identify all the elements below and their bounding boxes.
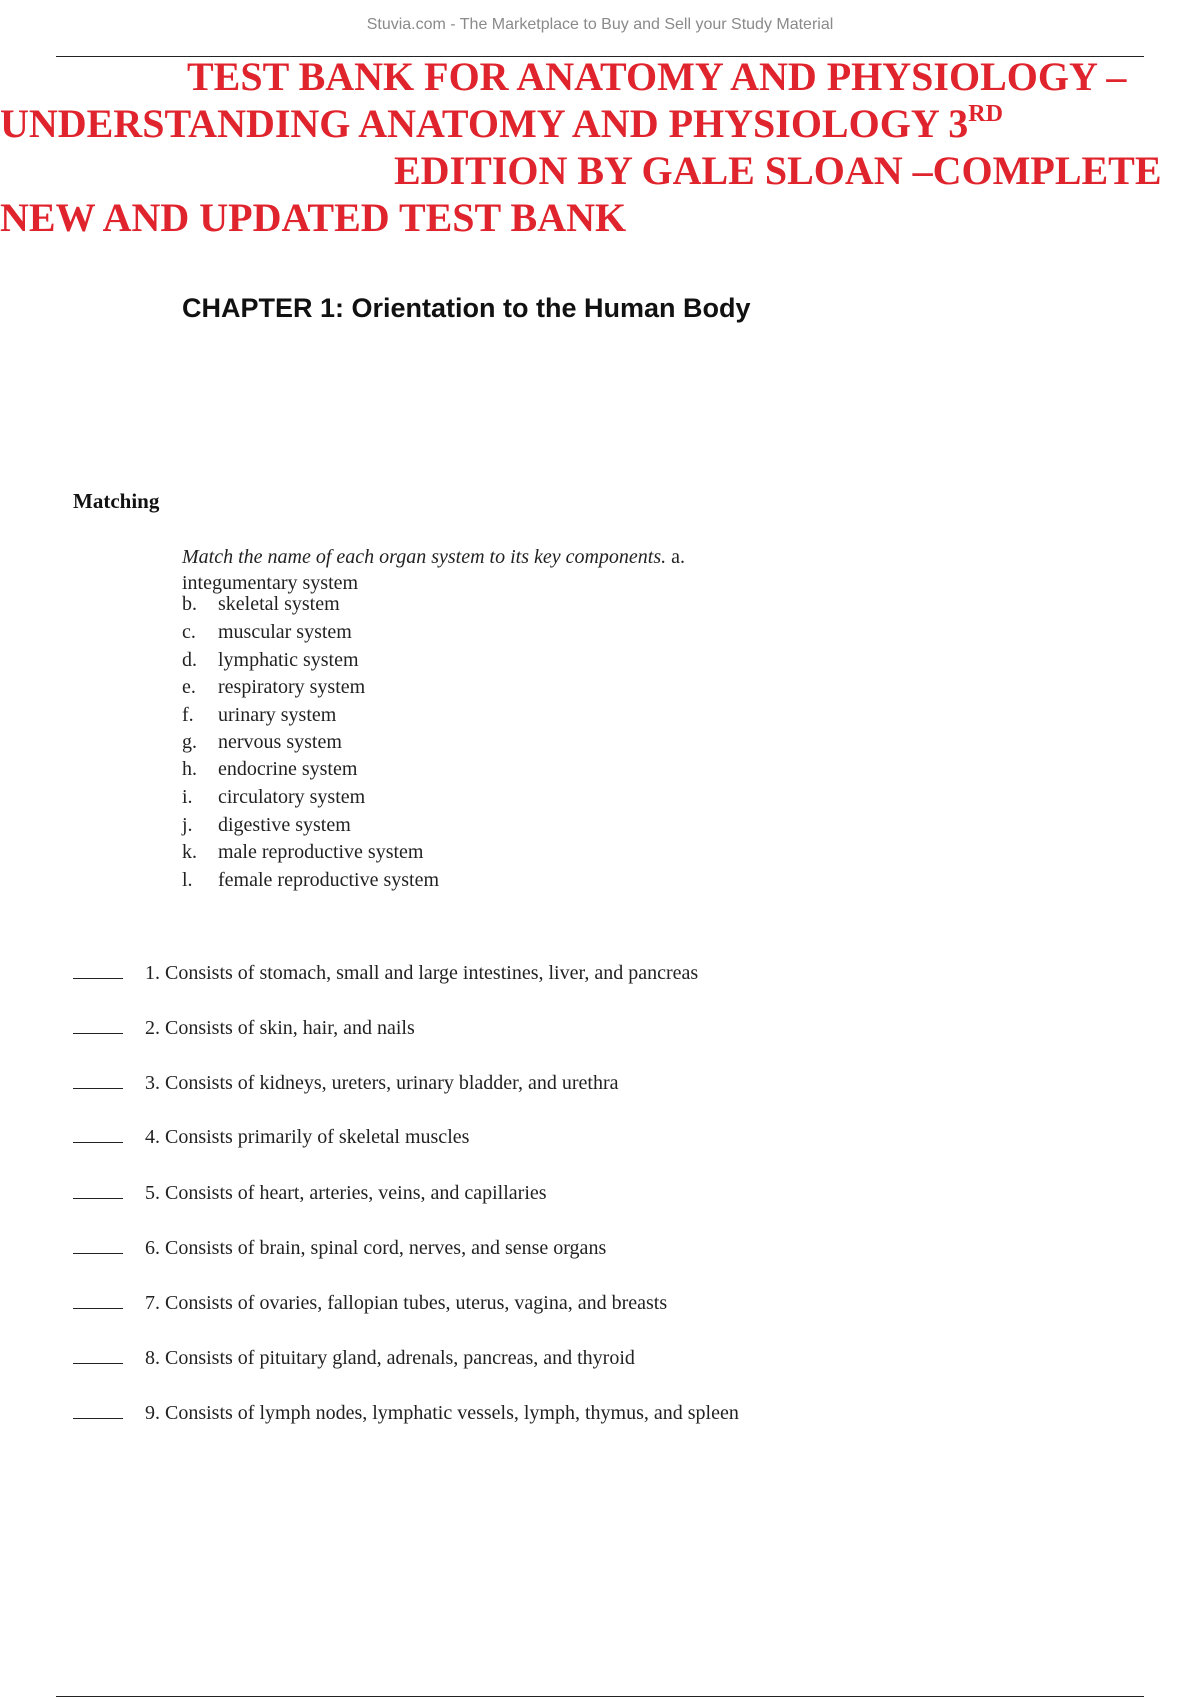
option-item	[182, 814, 351, 837]
option-text: circulatory system	[218, 786, 366, 808]
title-line-1: TEST BANK FOR ANATOMY AND PHYSIOLOGY –	[187, 54, 1127, 99]
option-letter: c.	[182, 621, 196, 643]
option-text: digestive system	[218, 814, 351, 836]
answer-blank[interactable]	[73, 1294, 123, 1309]
option-text: integumentary system	[182, 572, 359, 594]
option-letter: d.	[182, 649, 197, 671]
option-letter: a.	[671, 546, 686, 568]
option-letter: b.	[182, 593, 197, 615]
question-item	[73, 1237, 606, 1260]
option-letter: l.	[182, 869, 193, 891]
option-item	[182, 649, 359, 672]
question-item	[73, 1126, 469, 1149]
option-letter: i.	[182, 786, 193, 808]
question-item	[73, 1402, 739, 1425]
question-text: 2. Consists of skin, hair, and nails	[145, 1017, 415, 1039]
option-letter: f.	[182, 704, 194, 726]
question-text: 1. Consists of stomach, small and large intestines, liver, and pancreas	[145, 962, 699, 984]
option-item	[182, 758, 357, 781]
option-item	[182, 621, 352, 644]
title-line-2-text: UNDERSTANDING ANATOMY AND PHYSIOLOGY 3	[0, 101, 969, 146]
title-superscript: RD	[968, 101, 1003, 127]
title-line-2	[0, 101, 1003, 147]
option-letter: g.	[182, 731, 197, 753]
option-text: female reproductive system	[218, 869, 440, 891]
option-text: male reproductive system	[218, 841, 424, 863]
option-letter: h.	[182, 758, 197, 780]
option-item	[182, 869, 439, 892]
question-text: 9. Consists of lymph nodes, lymphatic vessels, lymph, thymus, and spleen	[145, 1402, 739, 1424]
chapter-heading: CHAPTER 1: Orientation to the Human Body	[182, 293, 751, 323]
option-text: muscular system	[218, 621, 352, 643]
option-text: urinary system	[218, 704, 337, 726]
option-text: lymphatic system	[218, 649, 359, 671]
matching-instructions	[182, 544, 782, 596]
instructions-text: Match the name of each organ system to its key components.	[182, 546, 667, 568]
option-text: endocrine system	[218, 758, 358, 780]
option-text: skeletal system	[218, 593, 340, 615]
option-item	[182, 841, 424, 864]
section-heading: Matching	[73, 489, 160, 513]
bottom-rule	[56, 1696, 1144, 1697]
option-item	[182, 593, 340, 616]
option-item	[182, 731, 342, 754]
answer-blank[interactable]	[73, 1349, 123, 1364]
answer-blank[interactable]	[73, 1019, 123, 1034]
answer-blank[interactable]	[73, 964, 123, 979]
watermark-header: Stuvia.com - The Marketplace to Buy and Sell your Study Material	[366, 16, 834, 33]
question-item	[73, 1017, 415, 1040]
question-item	[73, 1182, 547, 1205]
title-line-4: NEW AND UPDATED TEST BANK	[0, 195, 627, 240]
option-text: respiratory system	[218, 676, 366, 698]
option-letter: j.	[182, 814, 193, 836]
answer-blank[interactable]	[73, 1184, 123, 1199]
question-text: 8. Consists of pituitary gland, adrenals, pancreas, and thyroid	[145, 1347, 635, 1369]
question-item	[73, 1292, 667, 1315]
title-line-3: EDITION BY GALE SLOAN –COMPLETE	[394, 148, 1162, 193]
question-text: 6. Consists of brain, spinal cord, nerves, and sense organs	[145, 1237, 607, 1259]
answer-blank[interactable]	[73, 1128, 123, 1143]
answer-blank[interactable]	[73, 1239, 123, 1254]
question-item	[73, 1347, 635, 1370]
question-item	[73, 962, 698, 985]
option-item	[182, 704, 336, 727]
question-text: 7. Consists of ovaries, fallopian tubes, uterus, vagina, and breasts	[145, 1292, 668, 1314]
option-text: nervous system	[218, 731, 342, 753]
question-text: 5. Consists of heart, arteries, veins, and capillaries	[145, 1182, 547, 1204]
question-item	[73, 1072, 619, 1095]
option-item	[182, 676, 365, 699]
option-letter: e.	[182, 676, 196, 698]
question-text: 4. Consists primarily of skeletal muscles	[145, 1126, 470, 1148]
option-letter: k.	[182, 841, 197, 863]
question-text: 3. Consists of kidneys, ureters, urinary bladder, and urethra	[145, 1072, 619, 1094]
option-item	[182, 786, 365, 809]
answer-blank[interactable]	[73, 1074, 123, 1089]
answer-blank[interactable]	[73, 1404, 123, 1419]
